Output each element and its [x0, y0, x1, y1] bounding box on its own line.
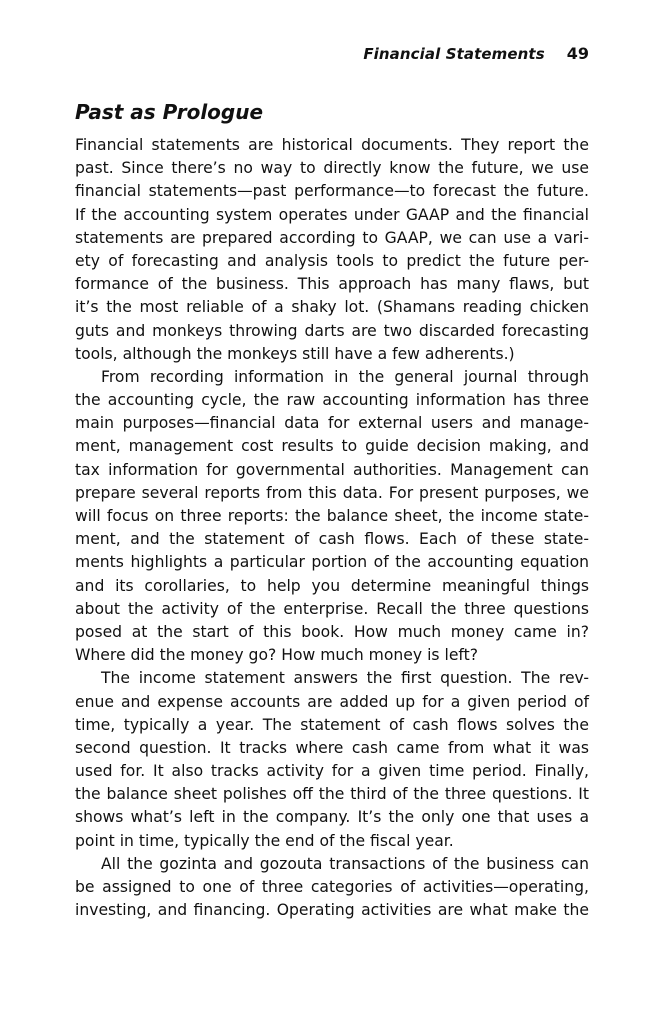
- paragraph: [75, 366, 589, 667]
- paragraph: [75, 667, 589, 853]
- text-line: used for. It also tracks activity for a given time period. Finally,: [75, 762, 589, 781]
- text-line: time, typically a year. The statement of cash flows solves the: [75, 715, 589, 734]
- text-line: The income statement answers the first question. The rev-: [101, 669, 589, 688]
- text-line: Where did the money go? How much money is left?: [75, 646, 479, 665]
- text-line: be assigned to one of three categories of activities—operating,: [75, 878, 589, 896]
- text-line: formance of the business. This approach has many flaws, but: [75, 275, 589, 294]
- text-line: the balance sheet polishes off the third of the three questions. It: [75, 785, 589, 804]
- text-line: ment, management cost results to guide decision making, and: [75, 437, 589, 456]
- text-line: prepare several reports from this data. For present purposes, we: [75, 483, 589, 502]
- text-line: past. Since there’s no way to directly know the future, we use: [75, 159, 589, 178]
- paragraph: [75, 853, 589, 923]
- text-line: tools, although the monkeys still have a few adherents.): [75, 344, 515, 363]
- text-line: From recording information in the general journal through: [101, 367, 589, 386]
- text-line: statements are prepared according to GAAP, we can use a vari-: [75, 228, 589, 247]
- text-line: investing, and financing. Operating activities are what make the: [75, 901, 589, 920]
- text-line: the accounting cycle, the raw accounting information has three: [75, 391, 589, 410]
- text-line: will focus on three reports: the balance sheet, the income state-: [75, 507, 589, 525]
- chapter-title: Financial Statements: [363, 45, 545, 63]
- text-line: All the gozinta and gozouta transactions of the business can: [101, 854, 589, 873]
- text-line: ment, and the statement of cash flows. Each of these state-: [75, 530, 589, 549]
- body-text: [75, 134, 589, 922]
- page-number: 49: [566, 44, 589, 63]
- running-header: [75, 44, 589, 63]
- text-line: about the activity of the enterprise. Recall the three questions: [75, 599, 589, 618]
- text-line: it’s the most reliable of a shaky lot. (Shamans reading chicken: [75, 298, 589, 317]
- section-title: Past as Prologue: [75, 100, 264, 124]
- text-line: guts and monkeys throwing darts are two discarded forecasting: [75, 321, 589, 340]
- text-line: tax information for governmental authorities. Management can: [75, 460, 589, 479]
- text-line: ety of forecasting and analysis tools to predict the future per-: [75, 251, 589, 270]
- text-line: main purposes—financial data for external users and manage-: [75, 414, 589, 433]
- text-line: shows what’s left in the company. It’s the only one that uses a: [75, 808, 589, 827]
- text-line: and its corollaries, to help you determine meaningful things: [75, 576, 589, 595]
- text-line: point in time, typically the end of the fiscal year.: [75, 831, 454, 850]
- text-line: financial statements—past performance—to forecast the future.: [75, 182, 589, 201]
- text-line: enue and expense accounts are added up for a given period of: [75, 692, 589, 711]
- text-line: Financial statements are historical documents. They report the: [75, 136, 589, 154]
- paragraph: [75, 134, 589, 366]
- text-line: ments highlights a particular portion of the accounting equation: [75, 553, 589, 572]
- text-line: If the accounting system operates under GAAP and the financial: [75, 205, 589, 224]
- text-line: second question. It tracks where cash came from what it was: [75, 738, 589, 757]
- text-line: posed at the start of this book. How much money came in?: [75, 622, 589, 641]
